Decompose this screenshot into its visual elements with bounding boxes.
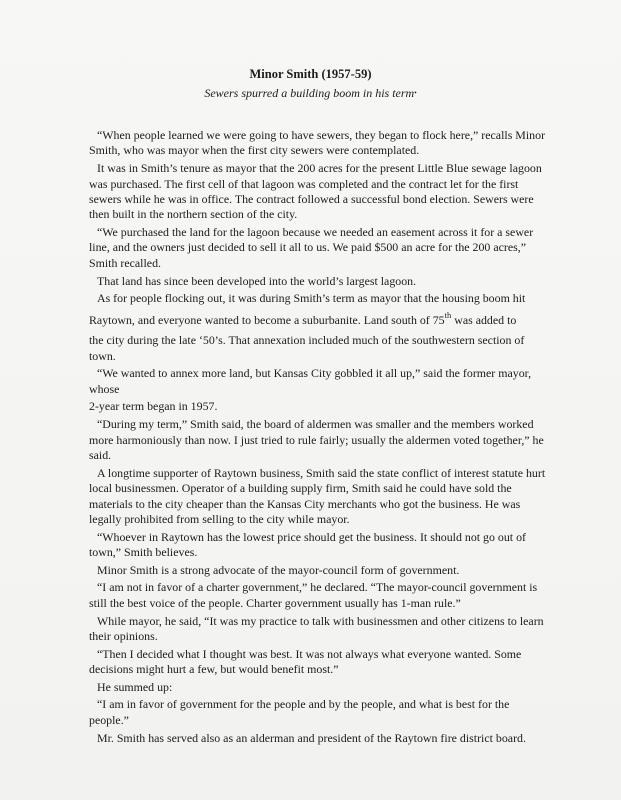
paragraph: “When people learned we were going to have sewers, they began to flock here,” recalls Minor Smith, who was mayor when the first city sewers were contemplated.	[89, 128, 546, 158]
article-title: Minor Smith (1957-59)	[249, 67, 372, 81]
paragraph: 2-year term began in 1957.	[89, 399, 218, 414]
paragraph: It was in Smith’s tenure as mayor that the 200 acres for the present Little Blue sewage lagoon was purchased. The first cell of that lagoon was completed and the contract let for the first sewers while he was in office. The contract followed a successful bond election. Sewers were then built in the northern section of the city.	[89, 161, 542, 222]
paragraph: That land has since been developed into the world’s largest lagoon.	[97, 273, 417, 288]
paragraph-text: Raytown, and everyone wanted to become a suburbanite. Land south of 75	[89, 312, 445, 327]
paragraph: A longtime supporter of Raytown business, Smith said the state conflict of interest statute hurt local businessmen. Operator of a building supply firm, Smith said he could have sold the materials to the city cheaper than the Kansas City merchants who got the business. He was legally prohibited from selling to the city while mayor.	[89, 465, 546, 526]
paragraph: As for people flocking out, it was during Smith’s term as mayor that the housing boom hit	[97, 291, 526, 306]
subtitle-text: Sewers spurred a building boom in his term	[204, 86, 415, 100]
paragraph	[89, 309, 549, 331]
paragraph-text: was added to	[451, 312, 517, 327]
paragraph: “We wanted to annex more land, but Kansas City gobbled it all up,” said the former mayor, whose	[89, 366, 532, 396]
paragraph: He summed up:	[97, 679, 173, 694]
paragraph: “I am not in favor of a charter government,” he declared. “The mayor-council government is still the best voice of the people. Charter government usually has 1-man rule.”	[89, 580, 538, 610]
paragraph: “I am in favor of government for the people and by the people, and what is best for the people.”	[89, 697, 510, 727]
article-subtitle	[0, 86, 621, 101]
paragraph: “We purchased the land for the lagoon because we needed an easement across it for a sewer line, and the owners just decided to sell it all to us. We paid $500 an acre for the 200 acres,” Smith recalled.	[89, 225, 534, 270]
article-body	[89, 128, 549, 748]
paragraph: Minor Smith is a strong advocate of the mayor-council form of government.	[97, 562, 460, 577]
ordinal-suffix: th	[444, 309, 452, 320]
subtitle-footnote-mark: •	[414, 89, 417, 97]
paragraph: “Whoever in Raytown has the lowest price should get the business. It should not go out of town,” Smith believes.	[89, 529, 526, 560]
paragraph: “During my term,” Smith said, the board of aldermen was smaller and the members worked more harmoniously than now. I just tried to rule fairly; usually the aldermen voted together,” he said.	[89, 417, 544, 462]
paragraph: Mr. Smith has served also as an alderman and president of the Raytown fire district board.	[97, 730, 526, 745]
paragraph: the city during the late ‘50’s. That annexation included much of the southwestern section of town.	[89, 333, 525, 363]
paragraph: “Then I decided what I thought was best. It was not always what everyone wanted. Some decisions might hurt a few, but would benefit most.”	[89, 646, 522, 677]
paragraph: While mayor, he said, “It was my practice to talk with businessmen and other citizens to learn their opinions.	[89, 613, 544, 643]
